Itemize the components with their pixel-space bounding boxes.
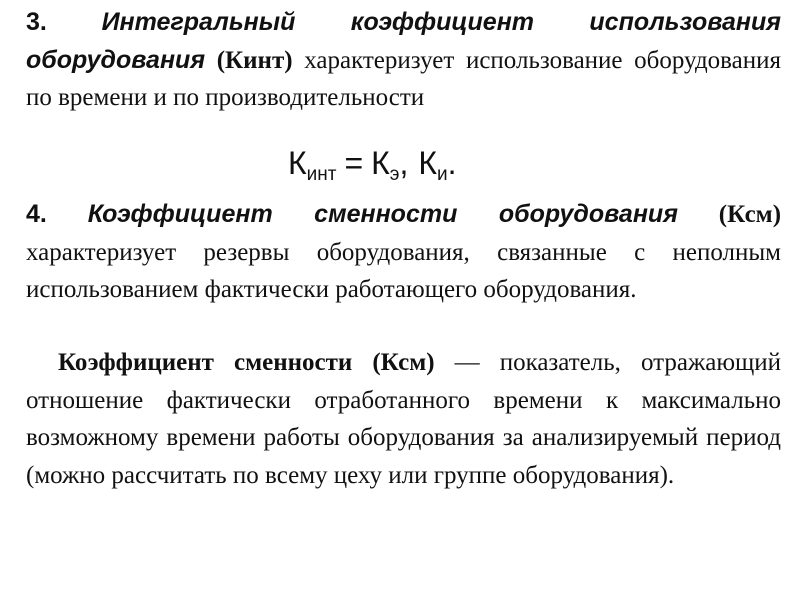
section-4-paragraph <box>26 196 781 309</box>
formula-end: . <box>447 145 457 181</box>
section-4-text: характеризует резервы оборудования, связанные с неполным использованием фактически работающего оборудования. <box>26 238 781 303</box>
integral-coefficient-formula <box>288 139 457 199</box>
formula-lhs-base: К <box>288 145 307 181</box>
formula-term-1-base: К <box>371 145 390 181</box>
formula-lhs-subscript: инт <box>306 164 337 185</box>
section-3-abbreviation: (Кинт) <box>216 46 293 74</box>
formula-equals: = <box>344 145 364 181</box>
section-3-paragraph <box>26 4 781 117</box>
formula-term-1-subscript: э <box>389 164 400 185</box>
formula-lhs <box>288 145 337 185</box>
formula-separator: , <box>399 145 409 181</box>
formula-term-2 <box>418 145 448 185</box>
definition-text: — показатель, отражающий отношение фактически отработанного времени к максимально возможному времени работы оборудования за анализируемый период (можно рассчитать по всему цеху или группе оборудования). <box>26 349 781 489</box>
section-4-abbreviation: (Ксм) <box>718 201 782 228</box>
definition-term: Коэффициент сменности (Ксм) <box>58 349 435 376</box>
section-3-number: 3. <box>26 8 47 36</box>
formula-term-2-base: К <box>418 145 438 181</box>
section-3-text: характеризует использование оборудования по времени и по производительности <box>26 46 782 111</box>
definition-paragraph <box>26 344 781 494</box>
formula-term-1 <box>371 145 400 185</box>
section-3-term: Интегральный коэффициент использования оборудования <box>26 8 781 74</box>
section-4-term: Коэффициент сменности оборудования <box>87 200 678 228</box>
formula-term-2-subscript: и <box>437 164 448 185</box>
section-4-number: 4. <box>26 200 47 228</box>
